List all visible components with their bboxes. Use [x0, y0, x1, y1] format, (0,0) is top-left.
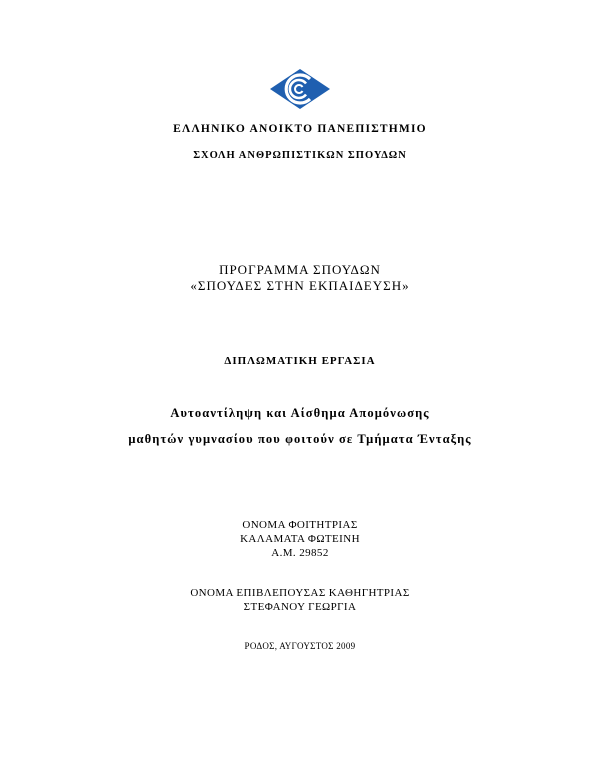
- program-label: ΠΡΟΓΡΑΜΜΑ ΣΠΟΥΔΩΝ: [219, 262, 381, 277]
- university-name: ΕΛΛΗΝΙΚΟ ΑΝΟΙΚΤΟ ΠΑΝΕΠΙΣΤΗΜΙΟ: [173, 123, 427, 135]
- student-name: ΚΑΛΑΜΑΤΑ ΦΩΤΕΙΝΗ: [240, 533, 360, 545]
- thesis-type: ΔΙΠΛΩΜΑΤΙΚΗ ΕΡΓΑΣΙΑ: [224, 355, 376, 367]
- program-name: «ΣΠΟΥΔΕΣ ΣΤΗΝ ΕΚΠΑΙΔΕΥΣΗ»: [190, 278, 410, 293]
- thesis-title-line-1: Αυτοαντίληψη και Αίσθημα Απομόνωσης: [170, 406, 430, 420]
- student-label: ΟΝΟΜΑ ΦΟΙΤΗΤΡΙΑΣ: [242, 519, 358, 531]
- place-date: ΡΟΔΟΣ, ΑΥΓΟΥΣΤΟΣ 2009: [244, 641, 356, 651]
- supervisor-label: ΟΝΟΜΑ ΕΠΙΒΛΕΠΟΥΣΑΣ ΚΑΘΗΓΗΤΡΙΑΣ: [190, 587, 410, 599]
- thesis-title-line-2: μαθητών γυμνασίου που φοιτούν σε Τμήματα Ένταξης: [128, 432, 472, 446]
- school-name: ΣΧΟΛΗ ΑΝΘΡΩΠΙΣΤΙΚΩΝ ΣΠΟΥΔΩΝ: [193, 150, 407, 161]
- supervisor-name: ΣΤΕΦΑΝΟΥ ΓΕΩΡΓΙΑ: [243, 601, 357, 613]
- student-id: Α.Μ. 29852: [271, 547, 329, 559]
- university-logo-icon: [269, 68, 331, 110]
